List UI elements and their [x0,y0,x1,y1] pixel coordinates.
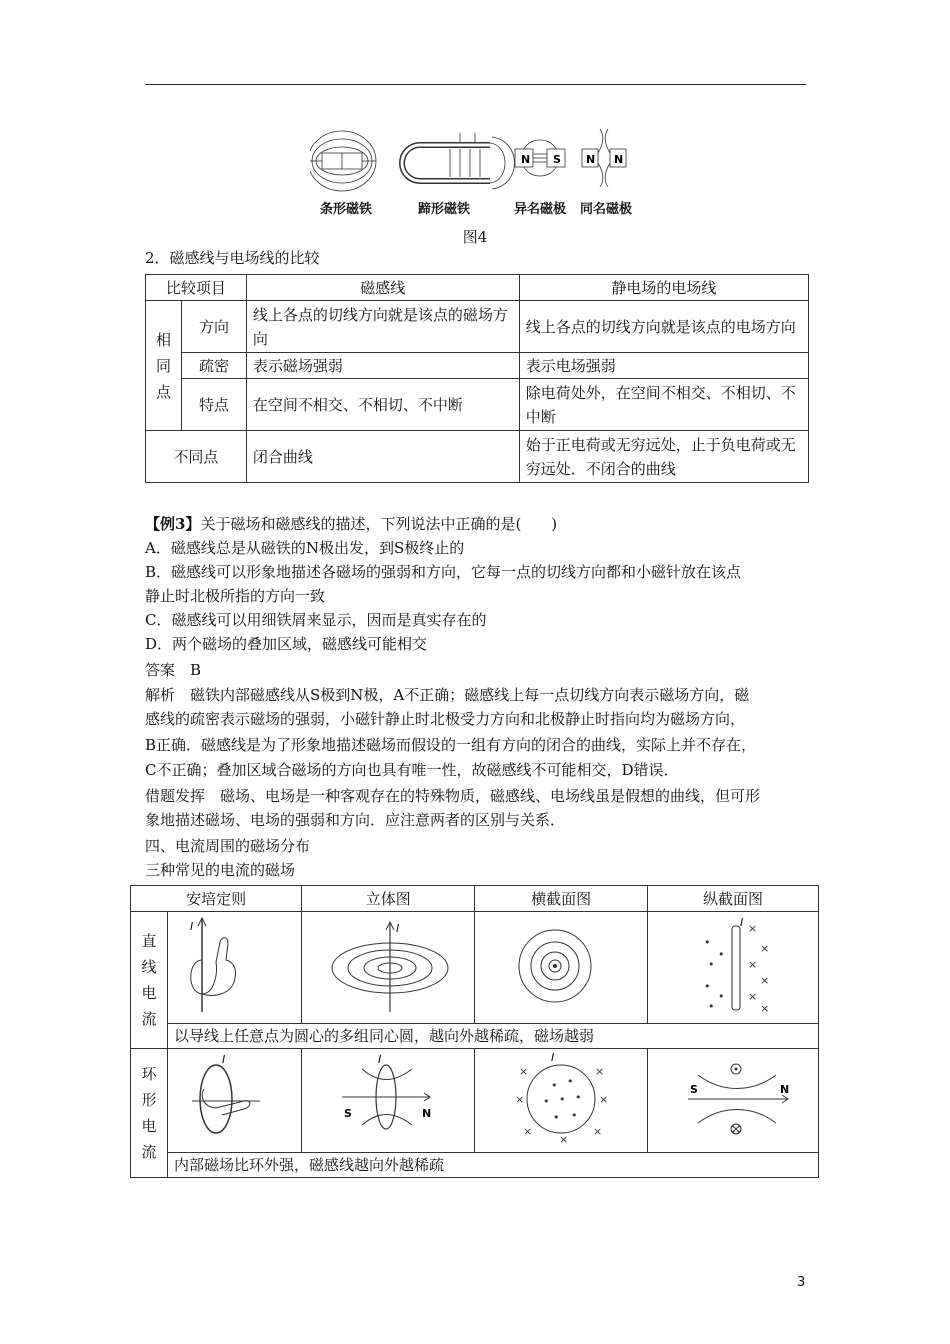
row-label: 方向 [182,301,247,353]
caption-bar-magnet: 条形磁铁 [320,202,373,217]
horseshoe-magnet-figure [402,133,515,189]
svg-text:×: × [595,1065,605,1078]
loop-current-note: 内部磁场比环外强，磁感线越向外越稀疏 [168,1153,819,1178]
section4-title: 四、电流周围的磁场分布 [145,837,311,855]
page-number: 3 [797,1275,806,1290]
header-ampere-rule: 安培定则 [131,886,302,912]
loop-longitudinal-figure [648,1049,819,1153]
svg-text:•: • [559,1093,566,1106]
svg-text:N: N [780,1083,790,1096]
svg-text:×: × [760,942,770,955]
svg-text:×: × [599,1093,609,1106]
svg-text:•: • [543,1095,550,1108]
row-label: 特点 [182,379,247,431]
svg-text:•: • [704,980,711,993]
svg-text:•: • [551,1079,558,1092]
extension-line: 象地描述磁场、电场的强弱和方向．应注意两者的区别与关系． [145,811,566,829]
svg-text:•: • [708,1000,715,1013]
table-cell: 线上各点的切线方向就是该点的电场方向 [519,301,808,353]
current-field-table [130,885,819,1178]
analysis-line: B正确．磁感线是为了形象地描述磁场而假设的一组有方向的闭合的曲线，实际上并不存在， [145,736,757,754]
answer: 答案 B [145,661,202,679]
table-cell: 在空间不相交、不相切、不中断 [246,379,519,431]
option-a: A．磁感线总是从磁铁的N极出发，到S极终止的 [145,539,465,557]
header-3d-view: 立体图 [302,886,475,912]
table-cell: 始于正电荷或无穷远处，止于负电荷或无穷远处．不闭合的曲线 [519,431,808,483]
loop-3d-figure [302,1049,475,1153]
example3-question: 【例3】关于磁场和磁感线的描述，下列说法中正确的是( ) [145,515,558,533]
same-points-label: 相 同 点 [146,301,182,431]
s-pole-label: S [553,153,561,166]
svg-text:•: • [575,1091,582,1104]
option-d: D．两个磁场的叠加区域，磁感线可能相交 [145,635,428,653]
hand-grip-loop-icon [168,1049,292,1145]
svg-text:I: I [378,1053,382,1066]
n-pole-label: N [586,153,596,166]
straight-current-label: 直 线 电 流 [131,912,168,1049]
svg-text:•: • [718,990,725,1003]
loop-ampere-figure [168,1049,302,1153]
svg-text:•: • [708,958,715,971]
svg-text:I: I [740,916,744,929]
straight-longitudinal-figure [648,912,819,1024]
option-c: C．磁感线可以用细铁屑来显示，因而是真实存在的 [145,611,487,629]
section2-title: 2．磁感线与电场线的比较 [145,249,320,267]
analysis-line: 感线的疏密表示磁场的强弱，小磁针静止时北极受力方向和北极静止时指向均为磁场方向， [145,710,746,728]
table-cell: 闭合曲线 [246,431,519,483]
svg-text:S: S [344,1107,353,1120]
n-pole-label: N [521,153,531,166]
svg-text:×: × [523,1125,533,1138]
svg-text:•: • [567,1075,574,1088]
svg-text:×: × [760,974,770,987]
header-rule [145,84,806,85]
header-cross-section: 横截面图 [475,886,648,912]
extension-line: 借题发挥 磁场、电场是一种客观存在的特殊物质，磁感线、电场线虽是假想的曲线，但可形 [145,787,761,805]
section4-subtitle: 三种常见的电流的磁场 [145,861,296,879]
straight-cross-section-figure [475,912,648,1024]
svg-text:I: I [551,1051,555,1064]
straight-current-note: 以导线上任意点为圆心的多组同心圆，越向外越稀疏，磁场越弱 [168,1024,819,1049]
option-b-cont: 静止时北极所指的方向一致 [145,587,326,605]
svg-text:×: × [559,1133,569,1145]
svg-text:•: • [704,936,711,949]
svg-text:×: × [515,1093,525,1106]
svg-text:×: × [593,1125,603,1138]
caption-opposite-poles: 异名磁极 [514,202,567,217]
figure-4-title: 图4 [462,228,488,246]
analysis-line: 解析 磁铁内部磁感线从S极到N极，A不正确；磁感线上每一点切线方向表示磁场方向，磁 [145,686,750,704]
hand-grip-straight-icon [168,912,292,1016]
bar-magnet-figure [310,131,376,191]
svg-text:•: • [718,948,725,961]
svg-text:•: • [553,1111,560,1124]
loop-cross-section-figure [475,1049,648,1153]
table-cell: 表示电场强弱 [519,353,808,379]
svg-text:×: × [748,958,758,971]
svg-text:×: × [748,922,758,935]
comparison-table [145,274,809,483]
svg-text:•: • [571,1109,578,1122]
caption-same-poles: 同名磁极 [580,202,633,217]
svg-text:×: × [760,1002,770,1015]
table-cell: 表示磁场强弱 [246,353,519,379]
header-item: 比较项目 [146,275,247,301]
svg-text:×: × [748,990,758,1003]
analysis-line: C不正确；叠加区域合磁场的方向也具有唯一性，故磁感线不可能相交，D错误． [145,761,679,779]
header-magnetic: 磁感线 [246,275,519,301]
loop-current-label: 环 形 电 流 [131,1049,168,1178]
header-longitudinal-section: 纵截面图 [648,886,819,912]
row-label: 不同点 [146,431,247,483]
n-pole-label: N [614,153,624,166]
header-electric: 静电场的电场线 [519,275,808,301]
svg-text:I: I [222,1053,226,1066]
svg-text:I: I [396,922,400,935]
table-cell: 线上各点的切线方向就是该点的磁场方向 [246,301,519,353]
table-cell: 除电荷处外，在空间不相交、不相切、不中断 [519,379,808,431]
svg-text:×: × [519,1065,529,1078]
straight-ampere-figure [168,912,302,1024]
svg-text:I: I [190,920,194,933]
row-label: 疏密 [182,353,247,379]
svg-text:N: N [422,1107,432,1120]
straight-3d-figure [302,912,475,1024]
svg-text:S: S [690,1083,698,1096]
caption-horseshoe-magnet: 蹄形磁铁 [418,202,471,217]
option-b: B．磁感线可以形象地描述各磁场的强弱和方向，它每一点的切线方向都和小磁针放在该点 [145,563,742,581]
